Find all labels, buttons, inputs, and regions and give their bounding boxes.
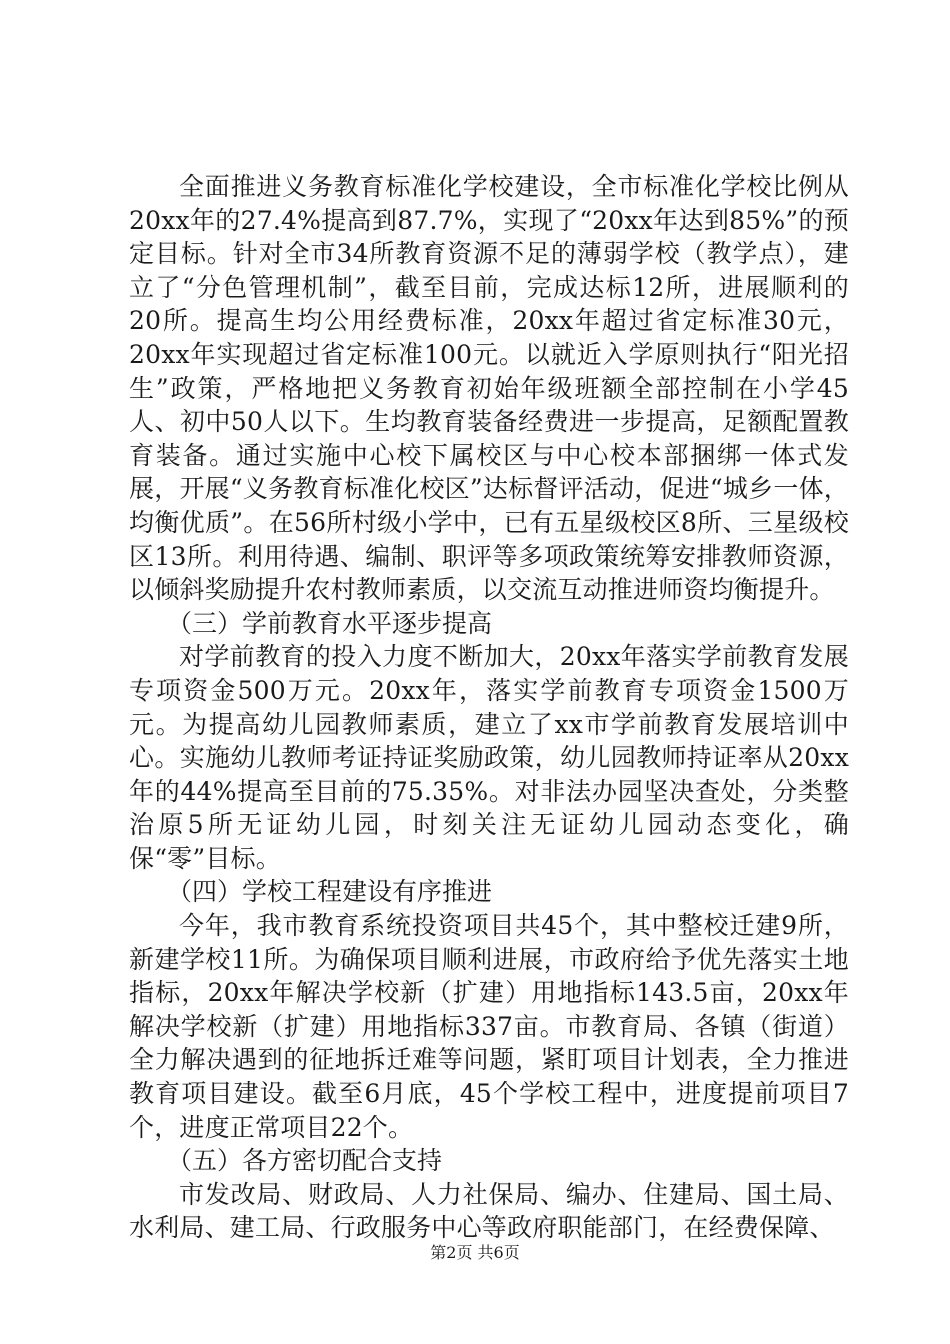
section-heading-preschool: （三）学前教育水平逐步提高 <box>167 608 493 638</box>
paragraph-standardization: 全面推进义务教育标准化学校建设，全市标准化学校比例从20xx年的27.4%提高到87.7%，实现了“20xx年达到85%”的预定目标。针对全市34所教育资源不足的薄弱学校（教学点），建立了“分色管理机制”，截至目前，完成达标12所，进展顺利的20所。提高生均公用经费标准，20xx年超过省定标准30元，20xx年实现超过省定标准100元。以就近入学原则执行“阳光招生”政策，严格地把义务教育初始年级班额全部控制在小学45人、初中50人以下。生均教育装备经费进一步提高，足额配置教育装备。通过实施中心校下属校区与中心校本部捆绑一体式发展，开展“义务教育标准化校区”达标督评活动，促进“城乡一体，均衡优质”。在56所村级小学中，已有五星级校区8所、三星级校区13所。利用待遇、编制、职评等多项政策统筹安排教师资源，以倾斜奖励提升农村教师素质，以交流互动推进师资均衡提升。 <box>129 172 849 605</box>
paragraph-preschool: 对学前教育的投入力度不断加大，20xx年落实学前教育发展专项资金500万元。20xx年，落实学前教育专项资金1500万元。为提高幼儿园教师素质，建立了xx市学前教育发展培训中心。实施幼儿教师考证持证奖励政策，幼儿园教师持证率从20xx年的44%提高至目前的75.35%。对非法办园坚决查处，分类整治原5所无证幼儿园，时刻关注无证幼儿园动态变化，确保“零”目标。 <box>129 642 849 873</box>
section-heading-construction: （四）学校工程建设有序推进 <box>167 877 493 907</box>
paragraph-construction: 今年，我市教育系统投资项目共45个，其中整校迁建9所，新建学校11所。为确保项目顺利进展，市政府给予优先落实土地指标，20xx年解决学校新（扩建）用地指标143.5亩，20xx年解决学校新（扩建）用地指标337亩。市教育局、各镇（街道）全力解决遇到的征地拆迁难等问题，紧盯项目计划表，全力推进教育项目建设。截至6月底，45个学校工程中，进度提前项目7个，进度正常项目22个。 <box>129 911 849 1142</box>
section-heading-support: （五）各方密切配合支持 <box>167 1146 443 1176</box>
document-body <box>129 170 849 1245</box>
page-footer: 第2页 共6页 <box>430 1243 520 1262</box>
paragraph-support: 市发改局、财政局、人力社保局、编办、住建局、国土局、水利局、建工局、行政服务中心等政府职能部门，在经费保障、 <box>129 1179 849 1243</box>
